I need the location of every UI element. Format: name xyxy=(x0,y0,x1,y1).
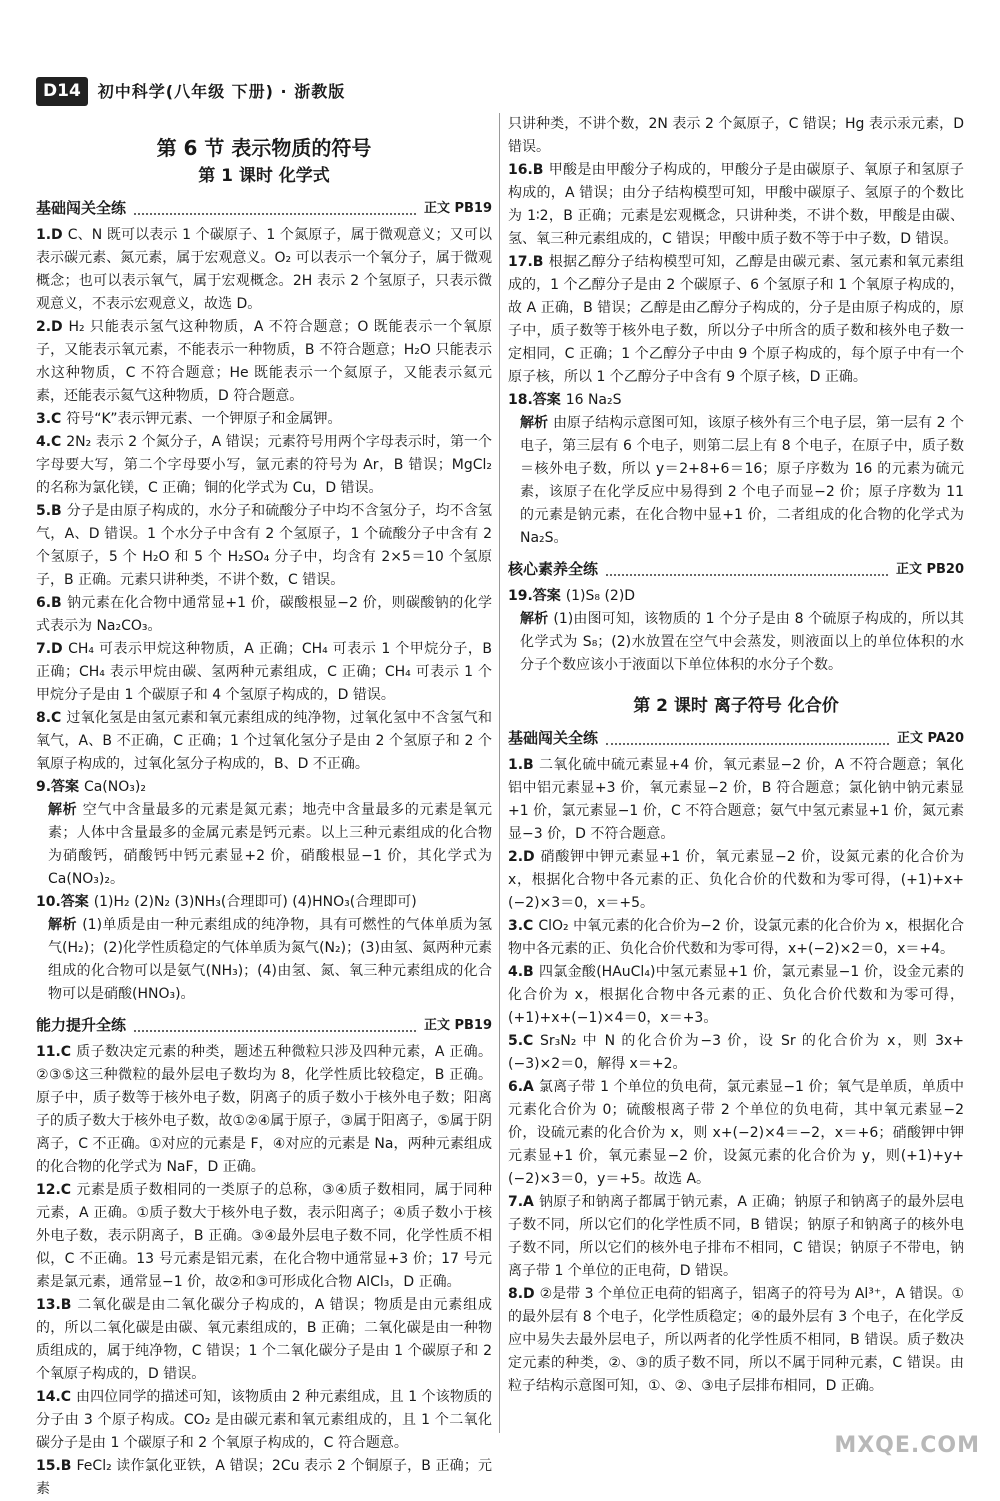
right-column xyxy=(508,113,964,1398)
answer-number: 5.C xyxy=(508,1033,541,1049)
answer-item xyxy=(36,891,492,914)
page-number-badge: D14 xyxy=(36,77,88,106)
answer-list-core xyxy=(508,585,964,677)
analysis-text: 空气中含量最多的元素是氮元素；地壳中含量最多的元素是氧元素；人体中含量最多的金属元素是钙元素。以上三种元素组成的化合物为硝酸钙，硝酸钙中钙元素显+2 价，硝酸根显−1 价，其化学式为 Ca(NO₃)₂。 xyxy=(48,802,493,887)
answer-item xyxy=(508,159,964,251)
section-bar-ability xyxy=(36,1014,492,1037)
answer-list-basic1 xyxy=(36,224,492,1006)
section-bar-basic2 xyxy=(508,727,964,750)
answer-item xyxy=(508,251,964,389)
bar-name: 核心素养全练 xyxy=(508,560,599,578)
answer-item xyxy=(508,585,964,608)
book-title: 初中科学(八年级 下册) · 浙教版 xyxy=(97,81,346,101)
answer-number: 10.答案 xyxy=(36,894,94,910)
answer-number: 6.B xyxy=(36,595,68,611)
answer-number: 2.D xyxy=(36,319,69,335)
answer-item xyxy=(508,915,964,961)
answer-text: C、N 既可以表示 1 个碳原子、1 个氮原子，属于微观意义；又可以表示碳元素、氮元素，属于宏观意义。O₂ 可以表示一个氧分子，属于微观概念；也可以表示氧气，属于宏观概念。2H 表示 2 个氢原子，只表示微观意义，不表示宏观意义，故选 D。 xyxy=(36,227,492,312)
answer-number: 11.C xyxy=(36,1044,77,1060)
answer-text: ClO₂ 中氧元素的化合价为−2 价，设氯元素的化合价为 x，根据化合物中各元素的正、负化合价代数和为零可得，x+(−2)×2＝0，x＝+4。 xyxy=(508,918,964,957)
answer-list-basic2 xyxy=(508,754,964,1398)
answer-number: 18.答案 xyxy=(508,392,566,408)
analysis xyxy=(508,608,964,677)
answer-item xyxy=(508,389,964,412)
analysis xyxy=(36,799,492,891)
answer-text: 由四位同学的描述可知，该物质由 2 种元素组成，且 1 个该物质的分子由 3 个原子构成。CO₂ 是由碳元素和氧元素组成的，且 1 个二氧化碳分子是由 1 个碳原子和 2 个氧原子构成的，C 符合题意。 xyxy=(36,1389,492,1451)
answer-text: 四氯金酸(HAuCl₄)中氢元素显+1 价，氯元素显−1 价，设金元素的化合价为 x，根据化合物中各元素的正、负化合价代数和为零可得，(+1)+x+(−1)×4＝0，x＝+3。 xyxy=(508,964,965,1026)
answer-text: Ca(NO₃)₂ xyxy=(83,779,146,795)
bar-ref: 正文 PB20 xyxy=(895,562,964,577)
answer-text: 根据乙醇分子结构模型可知，乙醇是由碳元素、氢元素和氧元素组成的，1 个乙醇分子是由 2 个碳原子、6 个氢原子和 1 个氧原子构成的，故 A 正确，B 错误；乙醇是由乙醇分子构成的，分子是由原子构成的，原子中，质子数等于核外电子数，所以分子中所含的质子数和核外电子数一定相同，C 正确；1 个乙醇分子中由 9 个原子构成的，每个原子中有一个原子核，所以 1 个乙醇分子中含有 9 个原子核，D 正确。 xyxy=(508,254,964,385)
section-title: 第 6 节 表示物质的符号 xyxy=(156,136,372,160)
section-bar-core xyxy=(508,558,964,581)
answer-item xyxy=(36,316,492,408)
answer-text: 二氧化硫中硫元素显+4 价，氧元素显−2 价，A 不符合题意；氧化铝中铝元素显+3 价，氧元素显−2 价，B 符合题意；氯化钠中钠元素显+1 价，氯元素显−1 价，C 不符合题意；氨气中氢元素显+1 价，氮元素显−3 价，D 不符合题意。 xyxy=(508,757,965,842)
answer-text: H₂ 只能表示氢气这种物质，A 不符合题意；O 既能表示一个氧原子，又能表示氧元素，不能表示一种物质，B 不符合题意；H₂O 只能表示水这种物质，C 不符合题意；He 既能表示一个氦原子，又能表示氦元素，还能表示氦气这种物质，D 符合题意。 xyxy=(36,319,492,404)
bar-dots xyxy=(134,1020,416,1032)
lesson-2-title: 第 2 课时 离子符号 化合价 xyxy=(633,696,839,716)
answer-number: 5.B xyxy=(36,503,67,519)
answer-number: 2.D xyxy=(508,849,541,865)
answer-item xyxy=(508,1076,964,1191)
answer-text: FeCl₂ 读作氯化亚铁，A 错误；2Cu 表示 2 个铜原子，B 正确；元素 xyxy=(36,1458,492,1497)
answer-item xyxy=(36,1386,492,1455)
analysis-label: 解析 xyxy=(48,917,83,933)
answer-item xyxy=(36,431,492,500)
answer-number: 4.C xyxy=(36,434,67,450)
answer-item xyxy=(36,500,492,592)
left-column xyxy=(36,113,492,1501)
answer-item xyxy=(36,1179,492,1294)
answer-number: 1.B xyxy=(508,757,540,773)
answer-item xyxy=(36,707,492,776)
answer-text: 二氧化碳是由二氧化碳分子构成的，A 错误；物质是由元素组成的，所以二氧化碳是由碳、氧元素组成的，B 正确；二氧化碳是由一种物质组成的，属于纯净物，C 错误；1 个二氧化碳分子是由 1 个碳原子和 2 个氧原子构成的，D 错误。 xyxy=(36,1297,492,1382)
bar-name: 基础闯关全练 xyxy=(508,729,599,747)
answer-item xyxy=(36,1455,492,1501)
answer-text: 2N₂ 表示 2 个氮分子，A 错误；元素符号用两个字母表示时，第一个字母要大写，第二个字母要小写，氩元素的符号为 Ar，B 错误；MgCl₂ 的名称为氯化镁，C 正确；铜的化学式为 Cu，D 错误。 xyxy=(36,434,492,496)
answer-text: 16 Na₂S xyxy=(565,392,622,408)
answer-text: (1)H₂ (2)N₂ (3)NH₃(合理即可) (4)HNO₃(合理即可) xyxy=(93,894,417,910)
answer-list-ability xyxy=(36,1041,492,1501)
analysis-label: 解析 xyxy=(520,415,553,431)
watermark: MXQE.COM xyxy=(834,1433,980,1458)
answer-text: CH₄ 可表示甲烷这种物质，A 正确；CH₄ 可表示 1 个甲烷分子，B 正确；CH₄ 表示甲烷由碳、氢两种元素组成，C 正确；CH₄ 可表示 1 个甲烷分子是由 1 个碳原子和 4 个氢原子构成的，D 错误。 xyxy=(36,641,492,703)
bar-name: 能力提升全练 xyxy=(36,1016,127,1034)
answer-item xyxy=(508,846,964,915)
bar-dots xyxy=(134,203,416,215)
answer-number: 3.C xyxy=(36,411,67,427)
answer-text: 硝酸钾中钾元素显+1 价，氧元素显−2 价，设氮元素的化合价为 x，根据化合物中各元素的正、负化合价的代数和为零可得，(+1)+x+(−2)×3＝0，x＝+5。 xyxy=(508,849,964,911)
answer-text: 甲酸是由甲酸分子构成的，甲酸分子是由碳原子、氧原子和氢原子构成的，A 错误；由分子结构模型可知，甲酸中碳原子、氢原子的个数比为 1∶2，B 正确；元素是宏观概念，只讲种类，不讲个数，甲酸是由碳、氢、氧三种元素组成的，C 错误；甲酸中质子数不等于中子数，D 错误。 xyxy=(508,162,964,247)
column-divider xyxy=(499,113,500,1433)
answer-item xyxy=(36,408,492,431)
answer-item xyxy=(36,1294,492,1386)
answer-text: 质子数决定元素的种类，题述五种微粒只涉及四种元素，A 正确。②③⑤这三种微粒的最外层电子数均为 8，化学性质比较稳定，B 正确。原子中，质子数等于核外电子数，阴离子的质子数小于核外电子数；阳离子的质子数大于核外电子数，故①②④属于原子，③属于阳离子，⑤属于阴离子，C 不正确。①对应的元素是 F，④对应的元素是 Na，两种元素组成的化合物的化学式为 NaF，D 正确。 xyxy=(36,1044,492,1175)
analysis-label: 解析 xyxy=(48,802,83,818)
section-bar-basic1 xyxy=(36,197,492,220)
answer-text: 钠元素在化合物中通常显+1 价，碳酸根显−2 价，则碳酸钠的化学式表示为 Na₂CO₃。 xyxy=(36,595,492,634)
answer-item xyxy=(36,592,492,638)
analysis-text: 由原子结构示意图可知，该原子核外有三个电子层，第一层有 2 个电子，第三层有 6 个电子，则第二层上有 8 个电子，在原子中，质子数＝核外电子数，所以 y＝2+8+6＝16；原子序数为 16 的元素为硫元素，该原子在化学反应中易得到 2 个电子而显−2 价；原子序数为 11 的元素是钠元素，在化合物中显+1 价，二者组成的化合物的化学式为 Na₂S。 xyxy=(520,415,964,546)
answer-text: (1)S₈ (2)D xyxy=(565,588,636,604)
answer-item xyxy=(36,224,492,316)
answer-number: 12.C xyxy=(36,1182,77,1198)
bar-ref: 正文 PB19 xyxy=(423,1018,492,1033)
answer-number: 19.答案 xyxy=(508,588,566,604)
answer-number: 6.A xyxy=(508,1079,539,1095)
answer-text: ②是带 3 个单位正电荷的铝离子，铝离子的符号为 Al³⁺，A 错误。①的最外层有 8 个电子，化学性质稳定；④的最外层有 3 个电子，在化学反应中易失去最外层电子，所以两者的化学性质不相同，B 错误。质子数决定元素的种类，②、③的质子数不同，所以不属于同种元素，C 错误。由粒子结构示意图可知，①、②、③电子层排布相同，D 正确。 xyxy=(508,1286,964,1394)
answer-text: 只讲种类，不讲个数，2N 表示 2 个氮原子，C 错误；Hg 表示汞元素，D 错误。 xyxy=(508,116,964,155)
answer-item xyxy=(508,754,964,846)
answer-number: 8.C xyxy=(36,710,67,726)
answer-number: 3.C xyxy=(508,918,539,934)
answer-number: 7.D xyxy=(36,641,69,657)
analysis-text: (1)单质是由一种元素组成的纯净物，具有可燃性的气体单质为氢气(H₂)；(2)化学性质稳定的气体单质为氮气(N₂)；(3)由氢、氮两种元素组成的化合物可以是氨气(NH₃)；(4)由氢、氮、氧三种元素组成的化合物可以是硝酸(HNO₃)。 xyxy=(48,917,492,1002)
answer-list-continued xyxy=(508,113,964,550)
answer-number: 15.B xyxy=(36,1458,77,1474)
answer-item xyxy=(36,1041,492,1179)
answer-number: 17.B xyxy=(508,254,549,270)
answer-text: 过氧化氢是由氢元素和氧元素组成的纯净物，过氧化氢中不含氢气和氧气，A、B 不正确，C 正确；1 个过氧化氢分子是由 2 个氢原子和 2 个氧原子构成的，过氧化氢分子构成的，B、D 不正确。 xyxy=(36,710,492,772)
page-header xyxy=(36,76,345,106)
answer-item xyxy=(508,1030,964,1076)
analysis xyxy=(36,914,492,1006)
answer-text: 钠原子和钠离子都属于钠元素，A 正确；钠原子和钠离子的最外层电子数不同，所以它们的化学性质不同，B 错误；钠原子和钠离子的核外电子数不同，所以它们的核外电子排布不相同，C 错误；钠原子不带电，钠离子带 1 个单位的正电荷，D 错误。 xyxy=(508,1194,964,1279)
answer-text: 分子是由原子构成的，水分子和硫酸分子中均不含氢分子，均不含氢气，A、D 错误。1 个水分子中含有 2 个氢原子，1 个硫酸分子中含有 2 个氢原子，5 个 H₂O 和 5 个 H₂SO₄ 分子中，均含有 2×5＝10 个氢原子，B 正确。元素只讲种类，不讲个数，C 错误。 xyxy=(36,503,493,588)
answer-item xyxy=(508,1191,964,1283)
answer-text: 符号“K”表示钾元素、一个钾原子和金属钾。 xyxy=(66,411,342,427)
answer-number: 16.B xyxy=(508,162,549,178)
answer-number: 7.A xyxy=(508,1194,539,1210)
bar-ref: 正文 PA20 xyxy=(896,731,964,746)
answer-number: 14.C xyxy=(36,1389,77,1405)
answer-text: 元素是质子数相同的一类原子的总称，③④质子数相同，属于同种元素，A 正确。①质子数大于核外电子数，表示阳离子；④质子数小于核外电子数，表示阴离子，B 正确。③④最外层电子数不同，化学性质不相似，C 不正确。13 号元素是铝元素，在化合物中通常显+3 价；17 号元素是氯元素，通常显−1 价，故②和③可形成化合物 AlCl₃，D 正确。 xyxy=(36,1182,492,1290)
analysis-label: 解析 xyxy=(520,611,554,627)
bar-name: 基础闯关全练 xyxy=(36,199,127,217)
answer-item xyxy=(36,776,492,799)
bar-ref: 正文 PB19 xyxy=(423,201,492,216)
answer-number: 9.答案 xyxy=(36,779,84,795)
answer-number: 8.D xyxy=(508,1286,540,1302)
lesson-1-title: 第 1 课时 化学式 xyxy=(198,166,330,186)
answer-number: 1.D xyxy=(36,227,68,243)
answer-item xyxy=(36,638,492,707)
answer-text: Sr₃N₂ 中 N 的化合价为−3 价，设 Sr 的化合价为 x，则 3x+(−3)×2＝0，解得 x＝+2。 xyxy=(508,1033,964,1072)
answer-number: 13.B xyxy=(36,1297,78,1313)
bar-dots xyxy=(606,564,888,576)
answer-text: 氯离子带 1 个单位的负电荷，氯元素显−1 价；氧气是单质，单质中元素化合价为 0；硫酸根离子带 2 个单位的负电荷，其中氧元素显−2 价，设硫元素的化合价为 x，则 x+(−2)×4＝−2，x＝+6；硝酸钾中钾元素显+1 价，氧元素显−2 价，设氮元素的化合价为 y，则(+1)+y+(−2)×3＝0，y＝+5。故选 A。 xyxy=(508,1079,964,1187)
answer-item xyxy=(508,113,964,159)
answer-number: 4.B xyxy=(508,964,539,980)
analysis-text: (1)由图可知，该物质的 1 个分子是由 8 个硫原子构成的，所以其化学式为 S₈；(2)水放置在空气中会蒸发，则液面以上的单位体积的水分子个数应该小于液面以下单位体积的水分子个数。 xyxy=(520,611,964,673)
bar-dots xyxy=(606,733,889,745)
analysis xyxy=(508,412,964,550)
answer-item xyxy=(508,961,964,1030)
answer-item xyxy=(508,1283,964,1398)
